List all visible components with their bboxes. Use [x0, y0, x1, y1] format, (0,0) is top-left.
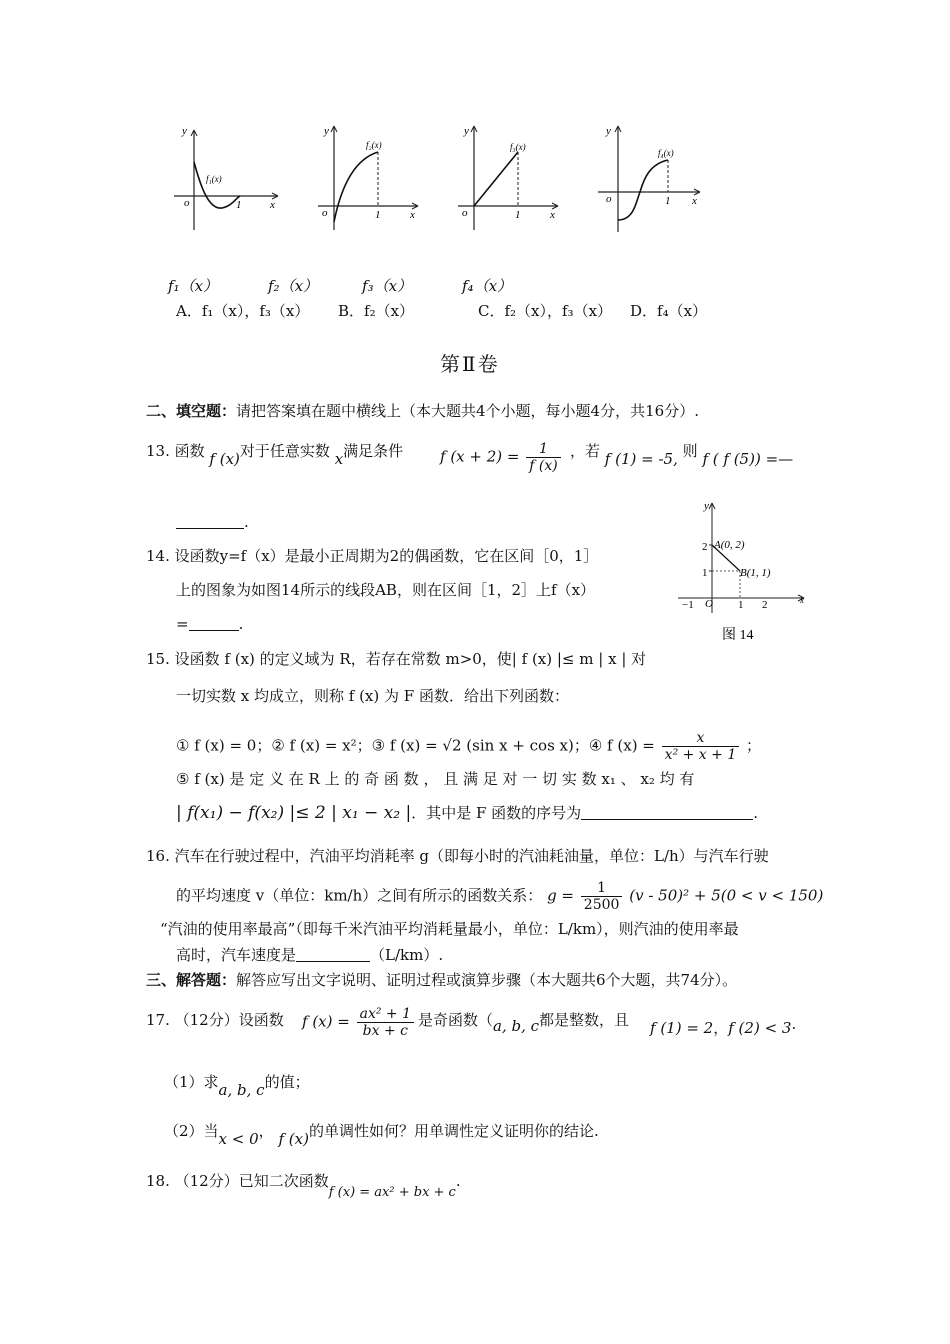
q16-line2 [176, 880, 823, 913]
graph-f1-curve-label: f₁(x) [206, 174, 222, 184]
graph-f2-origin: o [322, 207, 328, 219]
q17-p1c: 的值； [264, 1073, 310, 1091]
graph-f3-x-label: x [550, 209, 555, 221]
graph-f2-tick: 1 [375, 209, 381, 221]
fig14-y-label: y [704, 500, 709, 512]
q14-end: . [238, 615, 244, 633]
q15-l3a: ① f (x) = 0；② f (x) = x²；③ f (x) = √2 (sin x + cos x)；④ f (x) = [176, 736, 655, 755]
graph-f4-y-label: y [606, 125, 611, 137]
q16-line4 [176, 945, 443, 965]
q16-l4a: 高时，汽车速度是 [176, 946, 297, 964]
q16-answer-blank[interactable] [296, 947, 370, 962]
graph-f1 [170, 122, 285, 237]
figure-14 [672, 495, 812, 647]
q13-t2: 满足条件 [343, 442, 404, 460]
q15-inequality: | f(x₁) − f(x₂) |≤ 2 | x₁ − x₂ | [176, 803, 412, 823]
q17-fx: f (x) = [302, 1012, 350, 1031]
graph-f1-y-label: y [182, 125, 187, 137]
graph-f3-origin: o [462, 207, 468, 219]
graph-f3-curve-label: f₃(x) [510, 142, 526, 152]
q15-l3b: ； [746, 736, 762, 755]
graph-f3-y-label: y [464, 125, 469, 137]
graph-f4-tick: 1 [665, 195, 671, 207]
fig14-origin: O [705, 598, 713, 610]
fig14-x-label: x [800, 595, 804, 605]
fig14-tick-y2: 2 [702, 541, 708, 553]
q16-line3: “汽油的使用率最高”（即每千米汽油平均消耗量最小，单位：L/km），则汽油的使用率最 [160, 920, 739, 938]
choice-b: B．f₂（x） [338, 302, 415, 320]
fig14-point-b: B(1, 1) [740, 567, 771, 579]
q16-frac-den: 2500 [583, 897, 620, 913]
q17-dot: · [791, 1019, 797, 1037]
graph-f4 [592, 122, 707, 237]
part3-heading [146, 970, 737, 990]
q18-end: . [455, 1172, 461, 1190]
q14-line2: 上的图象为如图14所示的线段AB，则在区间［1，2］上f（x） [176, 581, 596, 599]
q17-sep: ， [713, 1019, 729, 1037]
graph-f2-x-label: x [410, 209, 415, 221]
q17-p2e: 的单调性如何？用单调性定义证明你的结论. [308, 1122, 599, 1140]
graph-f2 [312, 122, 427, 237]
fig14-point-a: A(0, 2) [714, 539, 745, 551]
q14-eq: = [176, 615, 189, 633]
q16-l2a: 的平均速度 v（单位：km/h）之间有所示的函数关系： [176, 886, 543, 905]
q15-line1: 15. 设函数 f (x) 的定义域为 R，若存在常数 m>0，使| f (x) |≤ m | x | 对 [146, 650, 647, 668]
q17-part1 [164, 1072, 310, 1099]
fig14-tick-x2: 2 [762, 599, 768, 611]
q13-lhs: f (x + 2) = [440, 447, 520, 466]
graph-f4-curve-label: f₄(x) [658, 148, 674, 158]
graph-f1-x-label: x [270, 199, 275, 211]
graph-f2-y-label: y [324, 125, 329, 137]
q17-abc: a, b, c [493, 1017, 540, 1035]
q17-p1a: （1）求 [164, 1073, 219, 1091]
caption-f2: f₂（x） [268, 277, 319, 295]
q13-formula [440, 441, 563, 474]
q13-answer-line [176, 512, 249, 532]
q16-tail: (v - 50)² + 5(0 < v < 150) [629, 886, 824, 905]
q15-end: . [753, 804, 758, 822]
q17-frac-num: ax² + 1 [357, 1006, 414, 1023]
q17-frac-den: bx + c [362, 1023, 408, 1039]
graph-f1-origin: o [184, 197, 190, 209]
q16-frac-num: 1 [581, 880, 623, 897]
q17-intro: 17. （12分）设函数 [146, 1011, 284, 1029]
part3-head: 三、解答题： [146, 971, 237, 989]
q15-answer-blank[interactable] [581, 805, 753, 820]
q15-fraction [662, 730, 740, 763]
q14-answer-blank[interactable] [189, 616, 239, 631]
q16-line1: 16. 汽车在行驶过程中，汽油平均消耗率 g（即每小时的汽油耗油量，单位：L/h）与汽车行驶 [146, 847, 769, 865]
q13-frac-num: 1 [526, 441, 560, 458]
q13-frac-den: f (x) [529, 458, 558, 474]
q13-t1: 对于任意实数 [239, 442, 330, 460]
part2-head: 二、填空题： [146, 402, 237, 420]
choice-c: C．f₂（x），f₃（x） [478, 302, 613, 320]
q17-l1b: 是奇函数（ [418, 1011, 494, 1029]
q16-l4b: （L/km）. [370, 946, 444, 964]
q15-frac-num: x [662, 730, 740, 747]
q17-l1c: 都是整数，且 [539, 1011, 630, 1029]
q13-fraction [526, 441, 560, 474]
q17-cond2: f (2) < 3 [728, 1019, 792, 1037]
q15-line3 [176, 730, 761, 763]
choice-d: D．f₄（x） [630, 302, 708, 320]
graph-f1-tick: 1 [236, 199, 242, 211]
caption-f4: f₄（x） [462, 277, 513, 295]
part3-text: 解答应写出文字说明、证明过程或演算步骤（本大题共6个大题，共74分）。 [236, 971, 738, 989]
q13-line [146, 441, 404, 468]
q13-num: 13. 函数 [146, 442, 205, 460]
q17-fraction [357, 1006, 414, 1039]
part2-text: 请把答案填在题中横线上（本大题共4个小题，每小题4分，共16分）. [236, 402, 699, 420]
q15-line5 [176, 803, 758, 823]
q15-line2: 一切实数 x 均成立，则称 f (x) 为 F 函数．给出下列函数： [176, 687, 569, 705]
q13-end: . [244, 513, 249, 531]
q18-line [146, 1171, 461, 1200]
graph-f2-curve-label: f₂(x) [366, 140, 382, 150]
q15-l5b: ．其中是 F 函数的序号为 [411, 804, 582, 822]
graph-f4-origin: o [606, 193, 612, 205]
q13-tail [570, 441, 794, 468]
part2-heading [146, 401, 699, 421]
q13-t3: ，若 [570, 442, 601, 460]
fig14-tick-y1: 1 [702, 567, 708, 579]
q13-ask: f ( f (5)) =— [702, 450, 794, 468]
q17-line1-rest [418, 1010, 630, 1035]
caption-f1: f₁（x） [168, 277, 219, 295]
q13-x: x [334, 450, 344, 468]
q15-frac-den: x² + x + 1 [664, 747, 737, 763]
caption-f3: f₃（x） [362, 277, 413, 295]
q17-cond1: f (1) = 2 [650, 1019, 714, 1037]
section-title: 第Ⅱ卷 [440, 352, 500, 376]
fig14-tick-x1: 1 [738, 599, 744, 611]
q17-p2a: （2）当 [164, 1122, 219, 1140]
q17-formula [302, 1006, 416, 1039]
graph-f3 [452, 122, 567, 237]
q17-conditions [650, 1018, 796, 1038]
graph-f3-tick: 1 [515, 209, 521, 221]
q16-fraction [581, 880, 623, 913]
q17-p2d: f (x) [278, 1130, 309, 1148]
q14-line1: 14. 设函数y=f（x）是最小正周期为2的偶函数，它在区间［0，1］ [146, 547, 599, 565]
q17-part2 [164, 1121, 599, 1148]
fig14-tick-neg1: −1 [682, 599, 694, 611]
q15-line4: ⑤ f (x) 是 定 义 在 R 上 的 奇 函 数 ， 且 满 足 对 一 切 实 数 x₁ 、 x₂ 均 有 [176, 770, 695, 788]
q18-text: 18. （12分）已知二次函数 [146, 1172, 329, 1190]
q13-cond: f (1) = -5, [604, 450, 678, 468]
q13-fx: f (x) [209, 450, 240, 468]
graph-f4-x-label: x [692, 195, 697, 207]
q17-p1b: a, b, c [218, 1081, 265, 1099]
q17-p2b: x < 0 [218, 1130, 259, 1148]
q13-answer-blank[interactable] [176, 514, 244, 529]
fig14-caption: 图 14 [722, 628, 754, 643]
q18-formula: f (x) = ax² + bx + c [328, 1185, 456, 1200]
q14-line3 [176, 614, 243, 634]
q13-t4: 则 [682, 442, 698, 460]
choice-a: A．f₁（x），f₃（x） [176, 302, 310, 320]
q17-p2c: ， [258, 1122, 274, 1140]
q16-g: g = [547, 886, 575, 905]
